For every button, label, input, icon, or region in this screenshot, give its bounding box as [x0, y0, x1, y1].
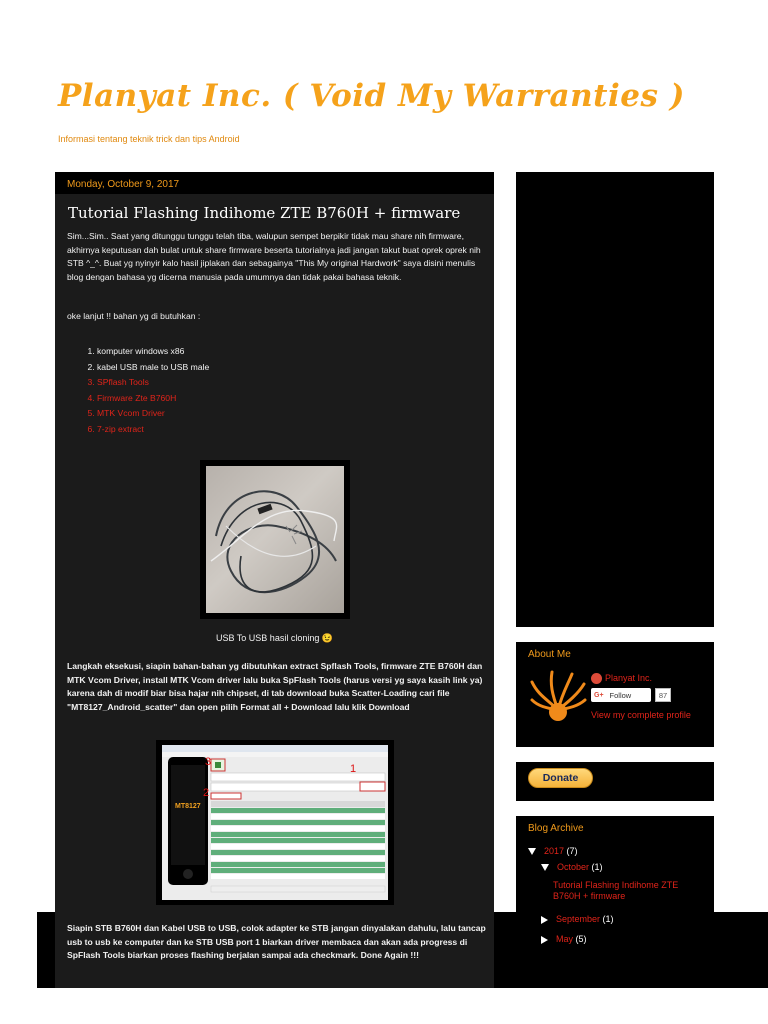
- expand-toggle-icon[interactable]: [541, 864, 549, 871]
- list-item: 2. kabel USB male to USB male: [97, 360, 209, 376]
- cable-photo[interactable]: [200, 460, 350, 619]
- archive-month-link[interactable]: May: [556, 934, 574, 944]
- view-profile-link[interactable]: View my complete profile: [591, 710, 691, 720]
- photo-caption: USB To USB hasil cloning 😉: [215, 633, 334, 643]
- blog-archive-title: Blog Archive: [528, 823, 584, 834]
- sidebar-top-panel: [516, 172, 714, 627]
- expand-toggle-icon[interactable]: [528, 848, 536, 855]
- post-lead: oke lanjut !! bahan yg di butuhkan :: [67, 311, 201, 321]
- blog-header: [58, 78, 738, 144]
- post-date: Monday, October 9, 2017: [67, 179, 180, 190]
- spflash-window: [162, 745, 388, 900]
- 7zip-link[interactable]: 6. 7-zip extract: [97, 422, 209, 438]
- follow-count: 87: [655, 688, 671, 702]
- archive-month-count: (5): [575, 934, 587, 944]
- date-header: [55, 172, 494, 194]
- follow-label: Follow: [609, 690, 632, 700]
- archive-year-link[interactable]: 2017: [544, 846, 565, 856]
- post-steps: Langkah eksekusi, siapin bahan-bahan yg dibutuhkan extract Spflash Tools, firmware ZTE B760H dan MTK Vcom Driver, install MTK Vcom driver lalu buka SpFlash Tools (harus versi yg saya kasih link ya) karena dah di modif biar bisa hajar nih chipset, di tab download buka Scatter-Loading cari file "MT8127_Android_scatter" dan open pilih Format all + Download lalu klik Download: [67, 661, 483, 712]
- blog-title[interactable]: Planyat Inc. ( Void My Warranties ): [58, 78, 685, 114]
- collapse-toggle-icon[interactable]: [541, 916, 548, 924]
- post-closing: Siapin STB B760H dan Kabel USB to USB, colok adapter ke STB jangan dinyalakan dahulu, lalu tancap usb to usb ke computer dan ke STB USB port 1 biarkan driver membaca dan akan ada progress di SpFlash Tools biarkan proses flashing berjalan sampai ada checkmark. Done Again !!!: [67, 923, 486, 960]
- about-me-title: About Me: [528, 649, 571, 660]
- archive-month-october[interactable]: [541, 862, 603, 872]
- marker-3: 3: [205, 756, 212, 768]
- list-item: 1. komputer windows x86: [97, 344, 209, 360]
- post-title[interactable]: Tutorial Flashing Indihome ZTE B760H + firmware: [68, 204, 461, 222]
- firmware-link[interactable]: 4. Firmware Zte B760H: [97, 391, 209, 407]
- archive-year-2017[interactable]: [528, 846, 578, 856]
- follow-button[interactable]: [591, 688, 651, 702]
- blog-description: Informasi tentang teknik trick dan tips Android: [58, 134, 240, 144]
- profile-avatar[interactable]: [528, 670, 588, 728]
- post-column: [55, 172, 494, 988]
- marker-1: 1: [350, 763, 357, 775]
- gplus-icon[interactable]: [591, 673, 602, 684]
- device-label: MT8127: [175, 803, 201, 810]
- partition-rows: [211, 808, 385, 879]
- spflash-screenshot[interactable]: [156, 740, 394, 905]
- gplus-logo-icon: G+: [594, 691, 604, 699]
- donate-button[interactable]: Donate: [528, 768, 593, 788]
- profile-name[interactable]: Planyat Inc.: [605, 673, 653, 683]
- archive-post-title[interactable]: Tutorial Flashing Indihome ZTE B760H + firmware: [553, 880, 679, 901]
- archive-month-link[interactable]: October: [557, 862, 590, 872]
- mtk-driver-link[interactable]: 5. MTK Vcom Driver: [97, 406, 209, 422]
- archive-month-link[interactable]: September: [556, 914, 601, 924]
- cable-photo-image: [206, 466, 344, 613]
- archive-month-count: (1): [602, 914, 614, 924]
- archive-month-may[interactable]: [541, 934, 587, 944]
- archive-year-count: (7): [566, 846, 578, 856]
- archive-month-count: (1): [591, 862, 603, 872]
- marker-2: 2: [203, 787, 210, 799]
- archive-post-link[interactable]: [553, 880, 693, 902]
- collapse-toggle-icon[interactable]: [541, 936, 548, 944]
- archive-month-september[interactable]: [541, 914, 614, 924]
- requirements-list: [67, 344, 209, 437]
- spflash-link[interactable]: 3. SPflash Tools: [97, 375, 209, 391]
- post-intro: Sim...Sim.. Saat yang ditunggu tunggu telah tiba, walupun sempet berpikir tidak mau share nih firmware, akhirnya keputusan dah bulat untuk share firmware beserta tutorialnya jadi jangan takut buat oprek oprek nih STB ^_^. Buat yg nyinyir kalo hasil jiplakan dan sebagainya "This My original Hardwork" saya disini menulis blog dengan bahasa yg dicerna manusia pada umumnya dan tidak pakai bahasa teknik.: [67, 231, 481, 282]
